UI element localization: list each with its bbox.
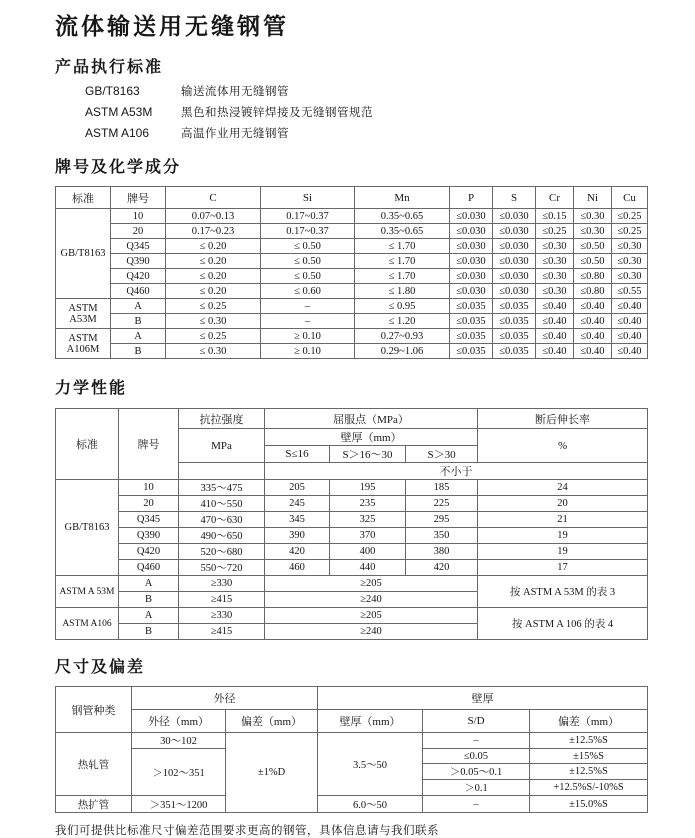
cell: 10 (119, 480, 179, 496)
cell: ≤0.030 (493, 269, 536, 284)
cell: ≤0.30 (574, 209, 612, 224)
cell: – (423, 733, 530, 749)
cell: ＞0.1 (423, 780, 530, 796)
table-row (56, 209, 648, 224)
cell: Q390 (111, 254, 166, 269)
cell: ≤0.40 (536, 299, 574, 314)
col-header: 标准 (56, 187, 111, 209)
cell: 10 (111, 209, 166, 224)
chemistry-heading: 牌号及化学成分 (55, 157, 182, 176)
cell: A (111, 329, 166, 344)
cell: +12.5%S/-10%S (530, 780, 648, 796)
cell: ≤ 0.50 (261, 269, 355, 284)
col-header: Si (261, 187, 355, 209)
cell: ≥205 (265, 576, 478, 592)
cell: 370 (330, 528, 406, 544)
col-header: 外径（mm） (132, 710, 226, 733)
col-header: 断后伸长率 (478, 409, 648, 429)
table-row (56, 329, 648, 344)
cell: 410～550 (179, 496, 265, 512)
cell: ≤0.50 (574, 239, 612, 254)
cell: ≤0.035 (493, 314, 536, 329)
col-header: S≤16 (265, 446, 330, 463)
cell: ≤0.25 (536, 224, 574, 239)
cell: 350 (406, 528, 478, 544)
standard-desc: 高温作业用无缝钢管 (181, 128, 289, 140)
standard-item (55, 83, 655, 100)
standard-item (55, 125, 655, 142)
cell: ≤ 0.25 (166, 299, 261, 314)
table-row (56, 496, 648, 512)
cell: ≥205 (265, 608, 478, 624)
cell: ≤0.40 (612, 314, 648, 329)
dimensions-table (55, 686, 648, 813)
cell: ≤0.30 (536, 254, 574, 269)
cell: ≤0.55 (612, 284, 648, 299)
cell: ±1%D (226, 733, 318, 813)
cell: 3.5～50 (318, 733, 423, 796)
cell: ≤0.030 (450, 284, 493, 299)
cell: 520～680 (179, 544, 265, 560)
cell: ≥ 0.10 (261, 329, 355, 344)
mechanical-heading: 力学性能 (55, 378, 128, 397)
cell: ≤0.035 (450, 344, 493, 359)
table-row (56, 733, 648, 749)
cell: ±15%S (530, 749, 648, 764)
page-title: 流体输送用无缝钢管 (55, 14, 289, 40)
cell: 0.17~0.37 (261, 209, 355, 224)
cell: ≤ 1.70 (355, 239, 450, 254)
col-header: Cr (536, 187, 574, 209)
cell: ≤0.40 (536, 344, 574, 359)
cell: 400 (330, 544, 406, 560)
col-header: 牌号 (111, 187, 166, 209)
table-row (56, 560, 648, 576)
cell: ≥330 (179, 608, 265, 624)
cell: Q460 (111, 284, 166, 299)
cell: 0.35~0.65 (355, 209, 450, 224)
col-header: 抗拉强度 (179, 409, 265, 429)
cell: ≤0.030 (450, 254, 493, 269)
cell: 24 (478, 480, 648, 496)
dimensions-header-row (56, 687, 648, 710)
cell: 185 (406, 480, 478, 496)
col-header: Ni (574, 187, 612, 209)
table-row (56, 284, 648, 299)
cell: 17 (478, 560, 648, 576)
cell: ≤0.030 (450, 224, 493, 239)
standard-desc: 输送流体用无缝钢管 (181, 86, 289, 98)
cell: ≥415 (179, 624, 265, 640)
cell: ＞0.05～0.1 (423, 764, 530, 780)
cell: 21 (478, 512, 648, 528)
table-row (56, 512, 648, 528)
table-row (56, 544, 648, 560)
cell: ≥240 (265, 592, 478, 608)
cell: 335～475 (179, 480, 265, 496)
cell: 19 (478, 544, 648, 560)
standard-code: ASTM A106 (85, 126, 150, 140)
table-row (56, 608, 648, 624)
table-row (56, 269, 648, 284)
standards-heading: 产品执行标准 (55, 57, 164, 76)
cell: 30～102 (132, 733, 226, 749)
cell: ≤0.50 (574, 254, 612, 269)
cell: ≤ 1.20 (355, 314, 450, 329)
cell: ≤ 0.25 (166, 329, 261, 344)
cell: Q390 (119, 528, 179, 544)
cell: – (261, 299, 355, 314)
col-header: 标准 (56, 409, 119, 480)
note-cell: 按 ASTM A 53M 的表 3 (478, 576, 648, 608)
cell: ≤0.030 (450, 239, 493, 254)
standard-cell: ASTM A106M (56, 329, 111, 359)
cell: 420 (265, 544, 330, 560)
cell: ≥330 (179, 576, 265, 592)
cell: ≤0.25 (612, 209, 648, 224)
cell: ≤0.40 (536, 329, 574, 344)
cell: ≤0.30 (536, 284, 574, 299)
standard-cell: ASTM A53M (56, 299, 111, 329)
cell: ≤0.30 (612, 239, 648, 254)
standard-cell: ASTM A106 (56, 608, 119, 640)
cell: ≤0.035 (493, 299, 536, 314)
footer-note: 我们可提供比标准尺寸偏差范围要求更高的钢管，具体信息请与我们联系 (55, 825, 439, 837)
cell: Q420 (119, 544, 179, 560)
standard-cell: GB/T8163 (56, 209, 111, 299)
cell: ≤ 0.30 (166, 314, 261, 329)
cell: A (119, 608, 179, 624)
col-header: Cu (612, 187, 648, 209)
cell: ≤ 0.50 (261, 239, 355, 254)
cell: 20 (119, 496, 179, 512)
table-row (56, 480, 648, 496)
col-header: S＞30 (406, 446, 478, 463)
cell: ≤0.15 (536, 209, 574, 224)
cell: ≤0.035 (450, 299, 493, 314)
mechanical-header-row (56, 409, 648, 429)
cell: ≤0.30 (536, 269, 574, 284)
cell: ≤0.25 (612, 224, 648, 239)
cell: ≤0.035 (450, 314, 493, 329)
col-header: 偏差（mm） (226, 710, 318, 733)
col-header: 偏差（mm） (530, 710, 648, 733)
cell: ≤0.030 (493, 254, 536, 269)
chemistry-table (55, 186, 648, 359)
cell: 20 (478, 496, 648, 512)
cell: ≤ 0.30 (166, 344, 261, 359)
table-row (56, 224, 648, 239)
cell: 235 (330, 496, 406, 512)
col-header: 牌号 (119, 409, 179, 480)
cell: ≤0.40 (612, 344, 648, 359)
chemistry-header-row (56, 187, 648, 209)
table-row (56, 314, 648, 329)
cell: – (423, 796, 530, 813)
mechanical-table (55, 408, 648, 640)
cell: ≤0.035 (493, 329, 536, 344)
cell: 380 (406, 544, 478, 560)
cell: ±12.5%S (530, 764, 648, 780)
cell: 390 (265, 528, 330, 544)
cell: 0.17~0.23 (166, 224, 261, 239)
dimensions-header-row (56, 710, 648, 733)
cell: ≤ 1.70 (355, 269, 450, 284)
cell: ≤0.40 (574, 344, 612, 359)
cell: ≥ 0.10 (261, 344, 355, 359)
table-row (56, 299, 648, 314)
cell: ≥415 (179, 592, 265, 608)
cell: 0.17~0.37 (261, 224, 355, 239)
col-header: P (450, 187, 493, 209)
cell: ≥240 (265, 624, 478, 640)
cell: 440 (330, 560, 406, 576)
cell: ≤ 0.95 (355, 299, 450, 314)
cell: 295 (406, 512, 478, 528)
cell: ≤ 0.60 (261, 284, 355, 299)
cell: 420 (406, 560, 478, 576)
cell: ≤ 1.80 (355, 284, 450, 299)
cell: 205 (265, 480, 330, 496)
cell: ≤ 0.20 (166, 254, 261, 269)
cell: ±15.0%S (530, 796, 648, 813)
cell: B (119, 592, 179, 608)
col-header: MPa (179, 429, 265, 463)
col-header: S/D (423, 710, 530, 733)
cell: B (119, 624, 179, 640)
cell: ＞351～1200 (132, 796, 226, 813)
cell: Q460 (119, 560, 179, 576)
cell: Q345 (111, 239, 166, 254)
cell: Q420 (111, 269, 166, 284)
cell: 550～720 (179, 560, 265, 576)
cell: 345 (265, 512, 330, 528)
note-cell: 按 ASTM A 106 的表 4 (478, 608, 648, 640)
col-header: 钢管种类 (56, 687, 132, 733)
cell: 0.07~0.13 (166, 209, 261, 224)
cell: 195 (330, 480, 406, 496)
cell: 470～630 (179, 512, 265, 528)
empty-cell (179, 463, 265, 480)
cell: ≤0.05 (423, 749, 530, 764)
cell: ≤0.30 (536, 239, 574, 254)
col-header: 壁厚（mm） (265, 429, 478, 446)
cell: 325 (330, 512, 406, 528)
cell: ≤0.40 (574, 299, 612, 314)
cell: ≤0.030 (493, 209, 536, 224)
col-header: C (166, 187, 261, 209)
cell: ＞102～351 (132, 749, 226, 796)
cell: ≤ 0.50 (261, 254, 355, 269)
cell: ≤0.030 (450, 209, 493, 224)
cell: 20 (111, 224, 166, 239)
cell: A (119, 576, 179, 592)
cell: 225 (406, 496, 478, 512)
table-row (56, 254, 648, 269)
table-row (56, 528, 648, 544)
cell: – (261, 314, 355, 329)
cell: 0.27~0.93 (355, 329, 450, 344)
cell: 0.35~0.65 (355, 224, 450, 239)
cell: ≤0.30 (612, 269, 648, 284)
cell: ±12.5%S (530, 733, 648, 749)
cell: A (111, 299, 166, 314)
cell: ≤0.035 (450, 329, 493, 344)
col-header: Mn (355, 187, 450, 209)
cell: ≤0.030 (493, 284, 536, 299)
cell: 0.29~1.06 (355, 344, 450, 359)
dimensions-heading: 尺寸及偏差 (55, 657, 146, 676)
cell: ≤0.40 (612, 299, 648, 314)
cell: 460 (265, 560, 330, 576)
col-header: 不小于 (265, 463, 648, 480)
cell: ≤0.030 (493, 224, 536, 239)
col-header: 壁厚（mm） (318, 710, 423, 733)
cell: 6.0～50 (318, 796, 423, 813)
cell: ≤0.30 (574, 224, 612, 239)
pipe-kind-cell: 热轧管 (56, 733, 132, 796)
standard-cell: GB/T8163 (56, 480, 119, 576)
cell: ≤ 0.20 (166, 269, 261, 284)
cell: ≤0.80 (574, 269, 612, 284)
cell: ≤0.30 (612, 254, 648, 269)
cell: ≤0.030 (450, 269, 493, 284)
cell: ≤0.40 (536, 314, 574, 329)
cell: ≤0.40 (574, 314, 612, 329)
col-header: S＞16～30 (330, 446, 406, 463)
col-header: 屈服点（MPa） (265, 409, 478, 429)
table-row (56, 576, 648, 592)
col-header: 壁厚 (318, 687, 648, 710)
table-row (56, 344, 648, 359)
standard-cell: ASTM A 53M (56, 576, 119, 608)
table-row (56, 796, 648, 813)
cell: ≤0.80 (574, 284, 612, 299)
table-row (56, 239, 648, 254)
cell: 19 (478, 528, 648, 544)
col-header: 外径 (132, 687, 318, 710)
col-header: S (493, 187, 536, 209)
cell: ≤0.40 (574, 329, 612, 344)
cell: B (111, 314, 166, 329)
standard-code: GB/T8163 (85, 84, 140, 98)
standard-item (55, 104, 655, 121)
standard-code: ASTM A53M (85, 105, 153, 119)
col-header: % (478, 429, 648, 463)
pipe-kind-cell: 热扩管 (56, 796, 132, 813)
cell: ≤0.40 (612, 329, 648, 344)
cell: ≤0.035 (493, 344, 536, 359)
standards-list (55, 83, 655, 142)
standard-desc: 黑色和热浸镀锌焊接及无缝钢管规范 (181, 107, 373, 119)
cell: ≤ 0.20 (166, 284, 261, 299)
cell: 490～650 (179, 528, 265, 544)
cell: 245 (265, 496, 330, 512)
cell: ≤0.030 (493, 239, 536, 254)
cell: B (111, 344, 166, 359)
cell: ≤ 0.20 (166, 239, 261, 254)
cell: ≤ 1.70 (355, 254, 450, 269)
cell: Q345 (119, 512, 179, 528)
